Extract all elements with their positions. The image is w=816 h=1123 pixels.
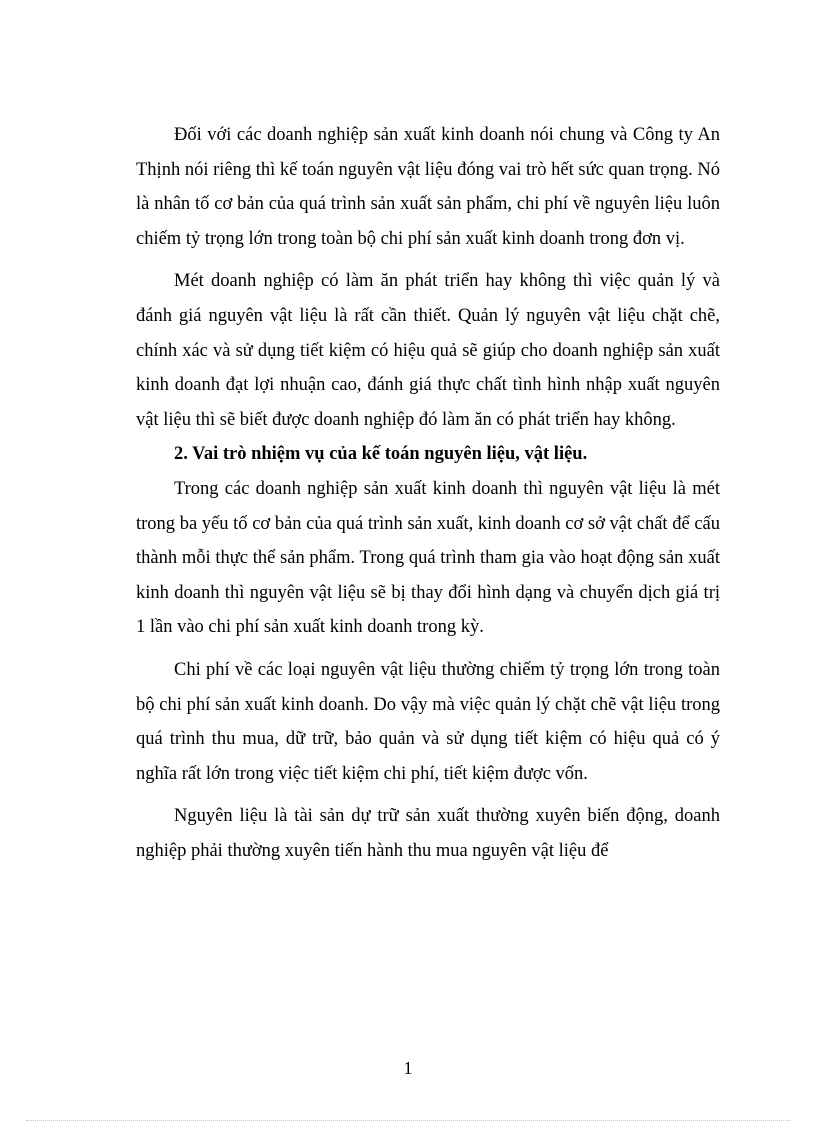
paragraph-role: Trong các doanh nghiệp sản xuất kinh doanh thì nguyên vật liệu là mét trong ba yếu tố cơ bản của quá trình sản xuất, kinh doanh cơ sở vật chất để cấu thành mỗi thực thể sản phẩm. Trong quá trình tham gia vào hoạt động sản xuất kinh doanh thì nguyên vật liệu sẽ bị thay đổi hình dạng và chuyển dịch giá trị 1 lần vào chi phí sản xuất kinh doanh trong kỳ.	[136, 478, 720, 638]
paragraph-reserve: Nguyên liệu là tài sản dự trữ sản xuất thường xuyên biến động, doanh nghiệp phải thường xuyên tiến hành thu mua nguyên vật liệu để	[136, 806, 720, 861]
paragraph-intro: Đối với các doanh nghiệp sản xuất kinh doanh nói chung và Công ty An Thịnh nói riêng thì kế toán nguyên vật liệu đóng vai trò hết sức quan trọng. Nó là nhân tố cơ bản của quá trình sản xuất sản phẩm, chi phí về nguyên liệu luôn chiếm tỷ trọng lớn trong toàn bộ chi phí sản xuất kinh doanh trong đơn vị.	[136, 125, 720, 249]
page-number: 1	[403, 1058, 413, 1078]
section-heading: 2. Vai trò nhiệm vụ của kế toán nguyên liệu, vật liệu.	[174, 444, 588, 465]
paragraph-management: Mét doanh nghiệp có làm ăn phát triển hay không thì việc quản lý và đánh giá nguyên vật liệu là rất cần thiết. Quản lý nguyên vật liệu chặt chẽ, chính xác và sử dụng tiết kiệm có hiệu quả sẽ giúp cho doanh nghiệp sản xuất kinh doanh đạt lợi nhuận cao, đánh giá thực chất tình hình nhập xuất nguyên vật liệu thì sẽ biết được doanh nghiệp đó làm ăn có phát triển hay không.	[136, 271, 720, 430]
page-body	[136, 118, 720, 868]
paragraph-cost: Chi phí về các loại nguyên vật liệu thường chiếm tỷ trọng lớn trong toàn bộ chi phí sản xuất kinh doanh. Do vậy mà việc quản lý chặt chẽ vật liệu trong quá trình thu mua, dữ trữ, bảo quản và sử dụng tiết kiệm có hiệu quả có ý nghĩa rất lớn trong việc tiết kiệm chi phí, tiết kiệm được vốn.	[136, 659, 720, 784]
page-bottom-divider	[26, 1120, 790, 1121]
